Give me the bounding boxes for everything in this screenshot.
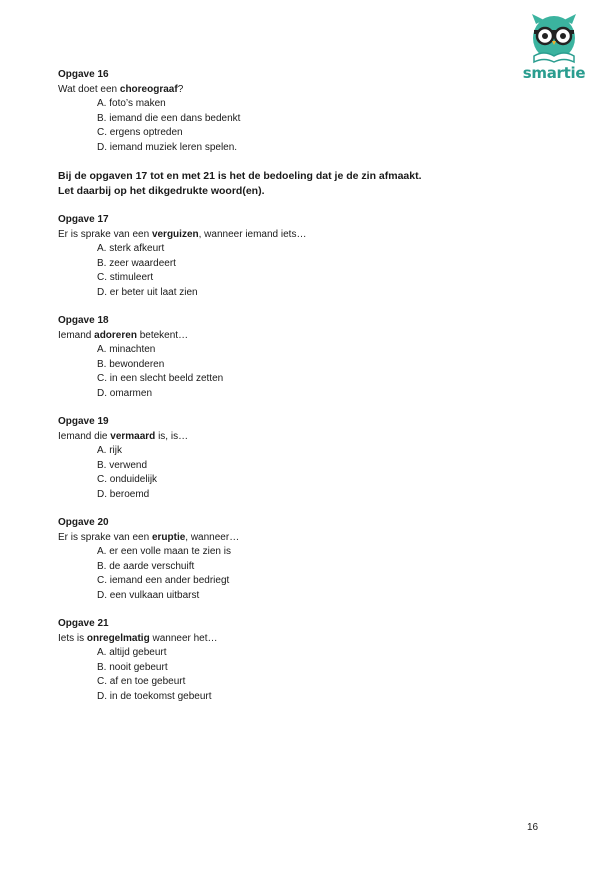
option-d: D. beroemd <box>97 488 150 500</box>
question-prompt <box>58 83 518 98</box>
question-prompt <box>58 632 518 647</box>
prompt-text: Iemand <box>58 329 95 341</box>
option-b: B. nooit gebeurt <box>97 661 168 673</box>
keyword: adoreren <box>94 329 137 341</box>
question-19 <box>58 415 518 502</box>
question-21 <box>58 617 518 704</box>
option-c: C. ergens optreden <box>97 127 183 138</box>
question-title: Opgave 16 <box>58 69 109 80</box>
question-title: Opgave 18 <box>58 315 109 326</box>
question-title: Opgave 21 <box>58 618 109 629</box>
question-prompt <box>58 228 518 243</box>
answer-options <box>97 97 518 155</box>
question-prompt <box>58 430 518 445</box>
prompt-text: Iemand die <box>58 430 111 442</box>
option-a: A. rijk <box>97 445 122 456</box>
prompt-text: ? <box>177 83 184 95</box>
keyword: eruptie <box>151 531 186 543</box>
option-b: B. bewonderen <box>97 358 165 370</box>
option-c: C. onduidelijk <box>97 474 158 485</box>
question-prompt <box>58 329 518 344</box>
question-title: Opgave 17 <box>58 214 109 225</box>
owl-icon <box>528 10 580 64</box>
option-a: A. sterk afkeurt <box>97 243 165 254</box>
smartie-logo <box>518 8 590 80</box>
question-18 <box>58 314 518 401</box>
option-c: C. stimuleert <box>97 272 154 283</box>
prompt-text: , wanneer… <box>185 531 240 543</box>
option-c: C. in een slecht beeld zetten <box>97 373 224 384</box>
option-a: A. foto’s maken <box>97 98 166 109</box>
option-a: A. altijd gebeurt <box>97 647 167 658</box>
worksheet-content <box>58 68 518 718</box>
brand-name: smartie <box>522 64 586 82</box>
prompt-text: wanneer het… <box>149 632 218 644</box>
instruction-line: Bij de opgaven 17 tot en met 21 is het de bedoeling dat je de zin afmaakt. <box>58 170 422 182</box>
answer-options <box>97 242 518 300</box>
prompt-text: Er is sprake van een <box>58 531 152 543</box>
prompt-text: betekent… <box>136 329 189 341</box>
option-b: B. de aarde verschuift <box>97 560 195 572</box>
instruction-line: Let daarbij op het dikgedrukte woord(en). <box>58 185 265 197</box>
page-number: 16 <box>527 822 539 833</box>
prompt-text: Wat doet een <box>58 83 120 95</box>
option-d: D. in de toekomst gebeurt <box>97 690 212 702</box>
option-b: B. zeer waardeert <box>97 257 176 269</box>
prompt-text: , wanneer iemand iets… <box>198 228 307 240</box>
question-title: Opgave 19 <box>58 416 109 427</box>
answer-options <box>97 444 518 502</box>
option-b: B. iemand die een dans bedenkt <box>97 112 241 124</box>
prompt-text: Er is sprake van een <box>58 228 152 240</box>
question-17 <box>58 213 518 300</box>
prompt-text: Iets is <box>58 632 87 644</box>
prompt-text: is, is… <box>155 430 189 442</box>
option-d: D. er beter uit laat zien <box>97 286 198 298</box>
option-d: D. iemand muziek leren spelen. <box>97 141 238 153</box>
answer-options <box>97 545 518 603</box>
option-c: C. af en toe gebeurt <box>97 676 186 687</box>
question-16 <box>58 68 518 155</box>
question-20 <box>58 516 518 603</box>
keyword: verguizen <box>151 228 199 240</box>
question-prompt <box>58 531 518 546</box>
keyword: onregelmatig <box>86 632 150 644</box>
option-a: A. er een volle maan te zien is <box>97 546 231 557</box>
option-a: A. minachten <box>97 344 156 355</box>
answer-options <box>97 646 518 704</box>
keyword: choreograaf <box>119 83 178 95</box>
answer-options <box>97 343 518 401</box>
question-title: Opgave 20 <box>58 517 109 528</box>
option-d: D. een vulkaan uitbarst <box>97 589 200 601</box>
keyword: vermaard <box>110 430 156 442</box>
option-d: D. omarmen <box>97 387 153 399</box>
instruction <box>58 169 518 199</box>
option-b: B. verwend <box>97 459 148 471</box>
option-c: C. iemand een ander bedriegt <box>97 575 230 586</box>
